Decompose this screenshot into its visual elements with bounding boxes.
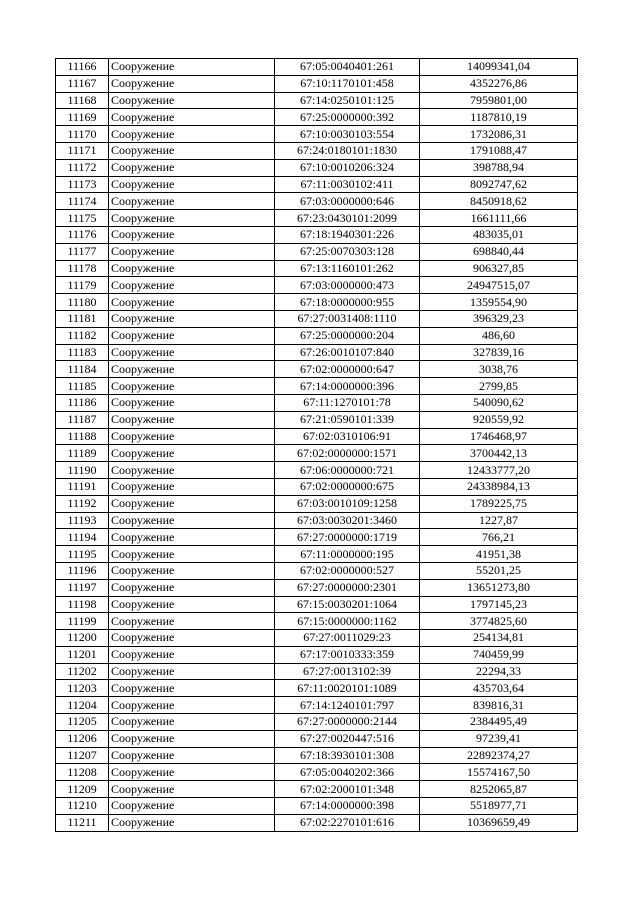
cadastral-number-cell: 67:15:0000000:1162: [275, 613, 420, 630]
cadastral-number-cell: 67:18:1940301:226: [275, 226, 420, 243]
cadastral-value-cell: 24947515,07: [420, 277, 578, 294]
row-number-cell: 11207: [56, 747, 109, 764]
cadastral-value-cell: 22892374,27: [420, 747, 578, 764]
row-number-cell: 11202: [56, 663, 109, 680]
cadastral-value-cell: 839816,31: [420, 697, 578, 714]
cadastral-number-cell: 67:21:0590101:339: [275, 411, 420, 428]
cadastral-value-cell: 97239,41: [420, 730, 578, 747]
row-number-cell: 11186: [56, 394, 109, 411]
object-type-cell: Сооружение: [109, 562, 275, 579]
cadastral-value-cell: 3700442,13: [420, 445, 578, 462]
object-type-cell: Сооружение: [109, 142, 275, 159]
object-type-cell: Сооружение: [109, 445, 275, 462]
cadastral-number-cell: 67:27:0011029:23: [275, 630, 420, 647]
table-row: [56, 646, 578, 663]
table-row: [56, 546, 578, 563]
object-type-cell: Сооружение: [109, 764, 275, 781]
cadastral-number-cell: 67:02:2000101:348: [275, 781, 420, 798]
cadastral-value-cell: 1797145,23: [420, 596, 578, 613]
cadastral-value-cell: 1732086,31: [420, 126, 578, 143]
row-number-cell: 11181: [56, 310, 109, 327]
row-number-cell: 11170: [56, 126, 109, 143]
table-row: [56, 159, 578, 176]
object-type-cell: Сооружение: [109, 59, 275, 76]
cadastral-value-cell: 12433777,20: [420, 462, 578, 479]
object-type-cell: Сооружение: [109, 428, 275, 445]
cadastral-value-cell: 483035,01: [420, 226, 578, 243]
cadastral-number-cell: 67:11:0020101:1089: [275, 680, 420, 697]
table-row: [56, 210, 578, 227]
cadastral-number-cell: 67:11:0000000:195: [275, 546, 420, 563]
object-type-cell: Сооружение: [109, 781, 275, 798]
object-type-cell: Сооружение: [109, 92, 275, 109]
row-number-cell: 11169: [56, 109, 109, 126]
row-number-cell: 11168: [56, 92, 109, 109]
cadastral-number-cell: 67:24:0180101:1830: [275, 142, 420, 159]
cadastral-number-cell: 67:11:1270101:78: [275, 394, 420, 411]
table-row: [56, 327, 578, 344]
cadastral-number-cell: 67:10:0010206:324: [275, 159, 420, 176]
table-row: [56, 680, 578, 697]
cadastral-number-cell: 67:03:0010109:1258: [275, 495, 420, 512]
cadastral-value-cell: 22294,33: [420, 663, 578, 680]
table-row: [56, 344, 578, 361]
table-row: [56, 59, 578, 76]
object-type-cell: Сооружение: [109, 663, 275, 680]
cadastral-value-cell: 4352276,86: [420, 75, 578, 92]
cadastral-value-cell: 254134,81: [420, 630, 578, 647]
document-page: [55, 58, 578, 832]
cadastral-value-cell: 486,60: [420, 327, 578, 344]
object-type-cell: Сооружение: [109, 546, 275, 563]
row-number-cell: 11192: [56, 495, 109, 512]
row-number-cell: 11200: [56, 630, 109, 647]
cadastral-value-cell: 41951,38: [420, 546, 578, 563]
row-number-cell: 11171: [56, 142, 109, 159]
cadastral-number-cell: 67:02:2270101:616: [275, 814, 420, 831]
row-number-cell: 11166: [56, 59, 109, 76]
cadastral-value-cell: 327839,16: [420, 344, 578, 361]
object-type-cell: Сооружение: [109, 378, 275, 395]
row-number-cell: 11187: [56, 411, 109, 428]
cadastral-value-cell: 1661111,66: [420, 210, 578, 227]
row-number-cell: 11172: [56, 159, 109, 176]
table-row: [56, 781, 578, 798]
object-type-cell: Сооружение: [109, 697, 275, 714]
cadastral-number-cell: 67:18:3930101:308: [275, 747, 420, 764]
object-type-cell: Сооружение: [109, 126, 275, 143]
object-type-cell: Сооружение: [109, 327, 275, 344]
table-row: [56, 747, 578, 764]
cadastral-number-cell: 67:02:0000000:1571: [275, 445, 420, 462]
cadastral-number-cell: 67:14:0000000:396: [275, 378, 420, 395]
object-type-cell: Сооружение: [109, 159, 275, 176]
cadastral-value-cell: 435703,64: [420, 680, 578, 697]
row-number-cell: 11197: [56, 579, 109, 596]
object-type-cell: Сооружение: [109, 277, 275, 294]
row-number-cell: 11196: [56, 562, 109, 579]
row-number-cell: 11209: [56, 781, 109, 798]
row-number-cell: 11184: [56, 361, 109, 378]
object-type-cell: Сооружение: [109, 529, 275, 546]
cadastral-value-cell: 698840,44: [420, 243, 578, 260]
object-type-cell: Сооружение: [109, 730, 275, 747]
table-row: [56, 361, 578, 378]
cadastral-number-cell: 67:03:0030201:3460: [275, 512, 420, 529]
row-number-cell: 11174: [56, 193, 109, 210]
row-number-cell: 11176: [56, 226, 109, 243]
row-number-cell: 11193: [56, 512, 109, 529]
cadastral-number-cell: 67:14:0000000:398: [275, 798, 420, 815]
cadastral-value-cell: 8092747,62: [420, 176, 578, 193]
cadastral-value-cell: 8252065,87: [420, 781, 578, 798]
cadastral-number-cell: 67:25:0070303:128: [275, 243, 420, 260]
cadastral-number-cell: 67:23:0430101:2099: [275, 210, 420, 227]
cadastral-value-cell: 906327,85: [420, 260, 578, 277]
object-type-cell: Сооружение: [109, 478, 275, 495]
table-row: [56, 176, 578, 193]
object-type-cell: Сооружение: [109, 193, 275, 210]
cadastral-value-cell: 5518977,71: [420, 798, 578, 815]
object-type-cell: Сооружение: [109, 798, 275, 815]
cadastral-value-cell: 1791088,47: [420, 142, 578, 159]
table-row: [56, 798, 578, 815]
cadastral-value-cell: 13651273,80: [420, 579, 578, 596]
cadastral-value-cell: 920559,92: [420, 411, 578, 428]
cadastral-number-cell: 67:27:0031408:1110: [275, 310, 420, 327]
object-type-cell: Сооружение: [109, 747, 275, 764]
table-row: [56, 512, 578, 529]
table-row: [56, 428, 578, 445]
row-number-cell: 11185: [56, 378, 109, 395]
cadastral-value-cell: 1789225,75: [420, 495, 578, 512]
cadastral-value-cell: 396329,23: [420, 310, 578, 327]
cadastral-number-cell: 67:14:1240101:797: [275, 697, 420, 714]
row-number-cell: 11203: [56, 680, 109, 697]
table-row: [56, 75, 578, 92]
table-row: [56, 596, 578, 613]
object-type-cell: Сооружение: [109, 646, 275, 663]
object-type-cell: Сооружение: [109, 512, 275, 529]
cadastral-number-cell: 67:27:0000000:2144: [275, 714, 420, 731]
cadastral-value-cell: 1227,87: [420, 512, 578, 529]
table-row: [56, 630, 578, 647]
table-row: [56, 260, 578, 277]
table-row: [56, 462, 578, 479]
object-type-cell: Сооружение: [109, 411, 275, 428]
cadastral-value-cell: 398788,94: [420, 159, 578, 176]
row-number-cell: 11190: [56, 462, 109, 479]
table-row: [56, 663, 578, 680]
row-number-cell: 11173: [56, 176, 109, 193]
row-number-cell: 11180: [56, 294, 109, 311]
table-row: [56, 378, 578, 395]
cadastral-number-cell: 67:26:0010107:840: [275, 344, 420, 361]
table-row: [56, 394, 578, 411]
cadastral-value-cell: 15574167,50: [420, 764, 578, 781]
object-type-cell: Сооружение: [109, 243, 275, 260]
object-type-cell: Сооружение: [109, 176, 275, 193]
object-type-cell: Сооружение: [109, 495, 275, 512]
cadastral-value-cell: 1359554,90: [420, 294, 578, 311]
object-type-cell: Сооружение: [109, 579, 275, 596]
object-type-cell: Сооружение: [109, 714, 275, 731]
table-row: [56, 697, 578, 714]
object-type-cell: Сооружение: [109, 344, 275, 361]
cadastral-number-cell: 67:02:0000000:647: [275, 361, 420, 378]
cadastral-value-cell: 7959801,00: [420, 92, 578, 109]
cadastral-number-cell: 67:13:1160101:262: [275, 260, 420, 277]
property-table-body: [56, 59, 578, 832]
row-number-cell: 11195: [56, 546, 109, 563]
cadastral-number-cell: 67:27:0020447:516: [275, 730, 420, 747]
cadastral-number-cell: 67:02:0310106:91: [275, 428, 420, 445]
object-type-cell: Сооружение: [109, 210, 275, 227]
cadastral-value-cell: 3774825,60: [420, 613, 578, 630]
cadastral-number-cell: 67:11:0030102:411: [275, 176, 420, 193]
table-row: [56, 294, 578, 311]
table-row: [56, 478, 578, 495]
object-type-cell: Сооружение: [109, 75, 275, 92]
table-row: [56, 310, 578, 327]
row-number-cell: 11211: [56, 814, 109, 831]
cadastral-number-cell: 67:03:0000000:473: [275, 277, 420, 294]
cadastral-number-cell: 67:02:0000000:527: [275, 562, 420, 579]
cadastral-number-cell: 67:25:0000000:392: [275, 109, 420, 126]
row-number-cell: 11175: [56, 210, 109, 227]
cadastral-number-cell: 67:27:0000000:1719: [275, 529, 420, 546]
cadastral-number-cell: 67:14:0250101:125: [275, 92, 420, 109]
table-row: [56, 495, 578, 512]
cadastral-number-cell: 67:17:0010333:359: [275, 646, 420, 663]
object-type-cell: Сооружение: [109, 109, 275, 126]
row-number-cell: 11179: [56, 277, 109, 294]
row-number-cell: 11204: [56, 697, 109, 714]
table-row: [56, 579, 578, 596]
row-number-cell: 11205: [56, 714, 109, 731]
table-row: [56, 109, 578, 126]
cadastral-value-cell: 10369659,49: [420, 814, 578, 831]
table-row: [56, 529, 578, 546]
cadastral-number-cell: 67:02:0000000:675: [275, 478, 420, 495]
object-type-cell: Сооружение: [109, 294, 275, 311]
table-row: [56, 243, 578, 260]
row-number-cell: 11208: [56, 764, 109, 781]
cadastral-number-cell: 67:05:0040401:261: [275, 59, 420, 76]
object-type-cell: Сооружение: [109, 462, 275, 479]
table-row: [56, 764, 578, 781]
cadastral-number-cell: 67:18:0000000:955: [275, 294, 420, 311]
table-row: [56, 92, 578, 109]
table-row: [56, 730, 578, 747]
row-number-cell: 11191: [56, 478, 109, 495]
row-number-cell: 11182: [56, 327, 109, 344]
row-number-cell: 11198: [56, 596, 109, 613]
table-row: [56, 193, 578, 210]
object-type-cell: Сооружение: [109, 630, 275, 647]
table-row: [56, 445, 578, 462]
cadastral-value-cell: 540090,62: [420, 394, 578, 411]
cadastral-number-cell: 67:05:0040202:366: [275, 764, 420, 781]
object-type-cell: Сооружение: [109, 394, 275, 411]
row-number-cell: 11199: [56, 613, 109, 630]
table-row: [56, 142, 578, 159]
cadastral-value-cell: 3038,76: [420, 361, 578, 378]
cadastral-value-cell: 2384495,49: [420, 714, 578, 731]
object-type-cell: Сооружение: [109, 226, 275, 243]
cadastral-number-cell: 67:25:0000000:204: [275, 327, 420, 344]
row-number-cell: 11178: [56, 260, 109, 277]
row-number-cell: 11167: [56, 75, 109, 92]
table-row: [56, 277, 578, 294]
cadastral-number-cell: 67:03:0000000:646: [275, 193, 420, 210]
object-type-cell: Сооружение: [109, 260, 275, 277]
cadastral-number-cell: 67:27:0013102:39: [275, 663, 420, 680]
cadastral-value-cell: 1746468,97: [420, 428, 578, 445]
table-row: [56, 814, 578, 831]
row-number-cell: 11194: [56, 529, 109, 546]
object-type-cell: Сооружение: [109, 310, 275, 327]
object-type-cell: Сооружение: [109, 613, 275, 630]
row-number-cell: 11201: [56, 646, 109, 663]
row-number-cell: 11189: [56, 445, 109, 462]
table-row: [56, 411, 578, 428]
cadastral-value-cell: 14099341,04: [420, 59, 578, 76]
table-row: [56, 562, 578, 579]
row-number-cell: 11210: [56, 798, 109, 815]
table-row: [56, 226, 578, 243]
object-type-cell: Сооружение: [109, 361, 275, 378]
cadastral-number-cell: 67:10:0030103:554: [275, 126, 420, 143]
cadastral-value-cell: 766,21: [420, 529, 578, 546]
cadastral-value-cell: 740459,99: [420, 646, 578, 663]
row-number-cell: 11177: [56, 243, 109, 260]
property-table: [55, 58, 578, 832]
object-type-cell: Сооружение: [109, 596, 275, 613]
table-row: [56, 714, 578, 731]
cadastral-number-cell: 67:06:0000000:721: [275, 462, 420, 479]
cadastral-number-cell: 67:15:0030201:1064: [275, 596, 420, 613]
cadastral-number-cell: 67:27:0000000:2301: [275, 579, 420, 596]
cadastral-value-cell: 8450918,62: [420, 193, 578, 210]
cadastral-number-cell: 67:10:1170101:458: [275, 75, 420, 92]
cadastral-value-cell: 55201,25: [420, 562, 578, 579]
cadastral-value-cell: 1187810,19: [420, 109, 578, 126]
table-row: [56, 126, 578, 143]
cadastral-value-cell: 2799,85: [420, 378, 578, 395]
object-type-cell: Сооружение: [109, 814, 275, 831]
row-number-cell: 11183: [56, 344, 109, 361]
cadastral-value-cell: 24338984,13: [420, 478, 578, 495]
object-type-cell: Сооружение: [109, 680, 275, 697]
row-number-cell: 11206: [56, 730, 109, 747]
row-number-cell: 11188: [56, 428, 109, 445]
table-row: [56, 613, 578, 630]
